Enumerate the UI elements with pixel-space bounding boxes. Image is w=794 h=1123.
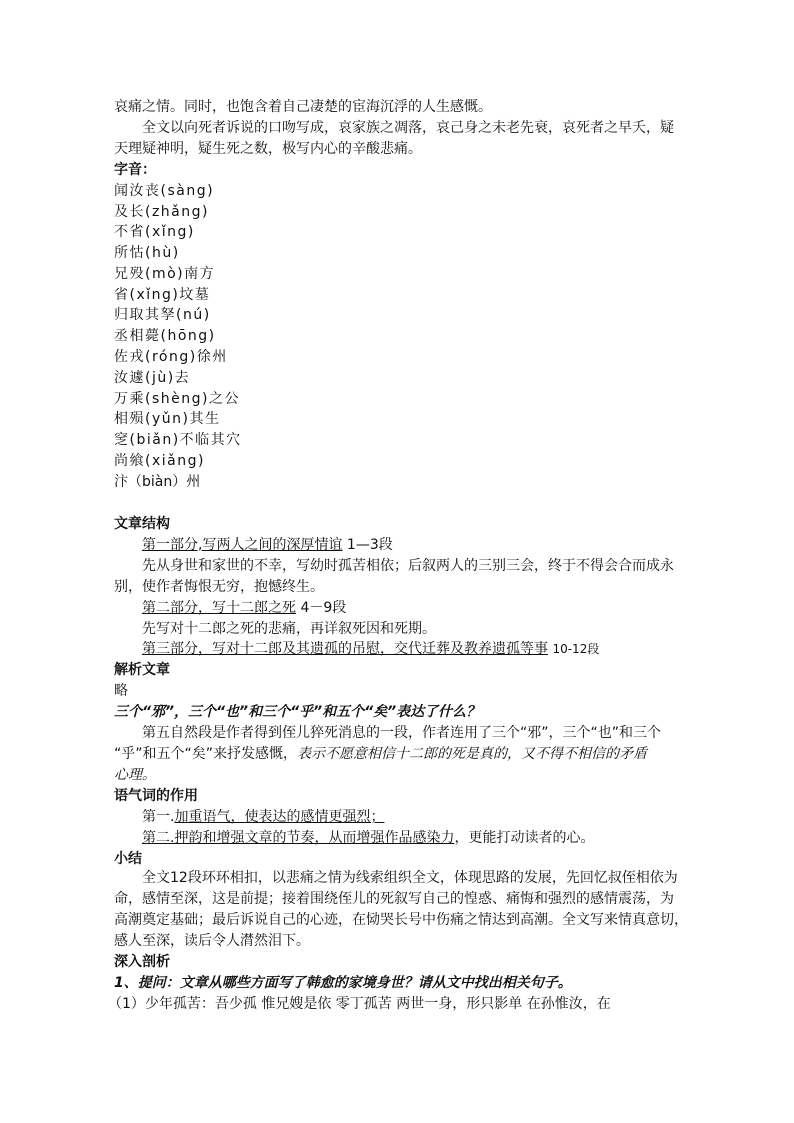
- part-1-desc-2: 别，使作者悔恨无穷，抱憾终生。: [114, 579, 324, 595]
- analysis-brief: 略: [114, 683, 128, 699]
- pronunciation-item: 所怙(hù): [114, 245, 180, 261]
- analysis-answer-1: 第五自然段是作者得到侄儿猝死消息的一段，作者连用了三个“邪”，三个“也”和三个: [142, 725, 662, 741]
- pronunciation-item: 省(xǐng)坟墓: [114, 287, 211, 303]
- pronunciation-item: 万乘(shèng)之公: [114, 391, 240, 407]
- part-2-range: 4－9段: [300, 600, 347, 616]
- analysis-question: 三个“邪”，三个“也”和三个“乎”和五个“矣”表达了什么？: [114, 704, 481, 720]
- pronunciation-item: 相殒(yǔn)其生: [114, 411, 221, 427]
- structure-part-1: [142, 535, 694, 556]
- second-prefix: 第二.: [142, 830, 175, 846]
- particles-heading: 语气词的作用: [114, 788, 198, 804]
- answer-plain: “乎”和五个“矣”来抒发感慨，: [114, 746, 298, 762]
- pronunciation-item: 兄殁(mò)南方: [114, 266, 216, 282]
- pronunciation-item: 及长(zhǎng): [114, 204, 209, 220]
- pronunciation-item: 汝遽(jù)去: [114, 370, 191, 386]
- pronunciation-item: 汴（biàn）州: [114, 474, 201, 490]
- second-rest: ，更能打动读者的心。: [454, 830, 595, 846]
- structure-heading: 文章结构: [114, 516, 170, 532]
- second-underlined: 押韵和增强文章的节奏，从而增强作品感染力: [174, 830, 455, 846]
- analysis-heading: 解析文章: [114, 662, 170, 678]
- summary-line-4: 感人至深，读后令人潸然泪下。: [114, 933, 310, 949]
- intro-line-1: 哀痛之情。同时，也饱含着自己凄楚的宦海沉浮的人生感慨。: [114, 99, 492, 115]
- pronunciation-item: 闻汝丧(sàng): [114, 183, 215, 199]
- summary-line-1: 全文12段环环相扣，以悲痛之情为线索组织全文，体现思路的发展，先回忆叔侄相依为: [142, 870, 678, 886]
- part-2-title: 第二部分，写十二郎之死: [142, 600, 296, 616]
- pronunciation-item: 尚飨(xiǎng): [114, 453, 205, 469]
- pronunciation-heading: 字音：: [114, 162, 156, 178]
- analysis-answer-3: 心理。: [114, 767, 156, 783]
- pronunciation-item: 归取其孥(nú): [114, 307, 211, 323]
- deep-answer: （1）少年孤苦：吾少孤 惟兄嫂是依 零丁孤苦 两世一身，形只影单 在孙惟汝，在: [108, 996, 611, 1012]
- part-1-desc-1: 先从身世和家世的不幸，写幼时孤苦相依；后叙两人的三别三会，终于不得会合而成永: [142, 558, 674, 574]
- first-prefix: 第一.: [142, 809, 175, 825]
- answer-italic: 表示不愿意相信十二郎的死是真的，又不得不相信的矛盾: [297, 746, 648, 762]
- structure-part-2: [142, 598, 694, 619]
- intro-line-3: 天理疑神明，疑生死之数，极写内心的辛酸悲痛。: [114, 141, 422, 157]
- pronunciation-item: 丞相薨(hōng): [114, 328, 216, 344]
- summary-line-3: 高潮奠定基础；最后诉说自己的心迹，在恸哭长号中伤痛之情达到高潮。全文写来情真意切，: [114, 912, 688, 928]
- summary-line-2: 命，感情至深，这是前提；接着围绕侄儿的死叙写自己的惶惑、痛悔和强烈的感情震荡，为: [114, 891, 674, 907]
- deep-question: 1、提问：文章从哪些方面写了韩愈的家境身世？请从文中找出相关句子。: [114, 975, 572, 991]
- deep-heading: 深入剖析: [114, 954, 170, 970]
- pronunciation-item: 窆(biǎn)不临其穴: [114, 432, 242, 448]
- part-1-range: 1—3段: [346, 537, 393, 553]
- part-2-desc: 先写对十二郎之死的悲痛，再详叙死因和死期。: [142, 621, 436, 637]
- part-3-title: 第三部分，写对十二郎及其遗孤的吊慰，交代迁葬及教养遗孤等事: [142, 641, 548, 657]
- part-3-range: 10-12段: [552, 642, 600, 656]
- part-1-title: 第一部分,写两人之间的深厚情谊: [142, 537, 343, 553]
- summary-heading: 小结: [114, 851, 142, 867]
- intro-line-2: 全文以向死者诉说的口吻写成，哀家族之凋落，哀己身之未老先衰，哀死者之早夭，疑: [142, 120, 674, 136]
- pronunciation-item: 佐戎(róng)徐州: [114, 349, 228, 365]
- analysis-answer-2: [114, 744, 694, 765]
- structure-part-3: [142, 639, 694, 660]
- pronunciation-item: 不省(xǐng): [114, 224, 195, 240]
- particles-second: [142, 828, 694, 849]
- first-text: 加重语气，使表达的感情更强烈；: [174, 809, 385, 825]
- particles-first: [142, 807, 694, 828]
